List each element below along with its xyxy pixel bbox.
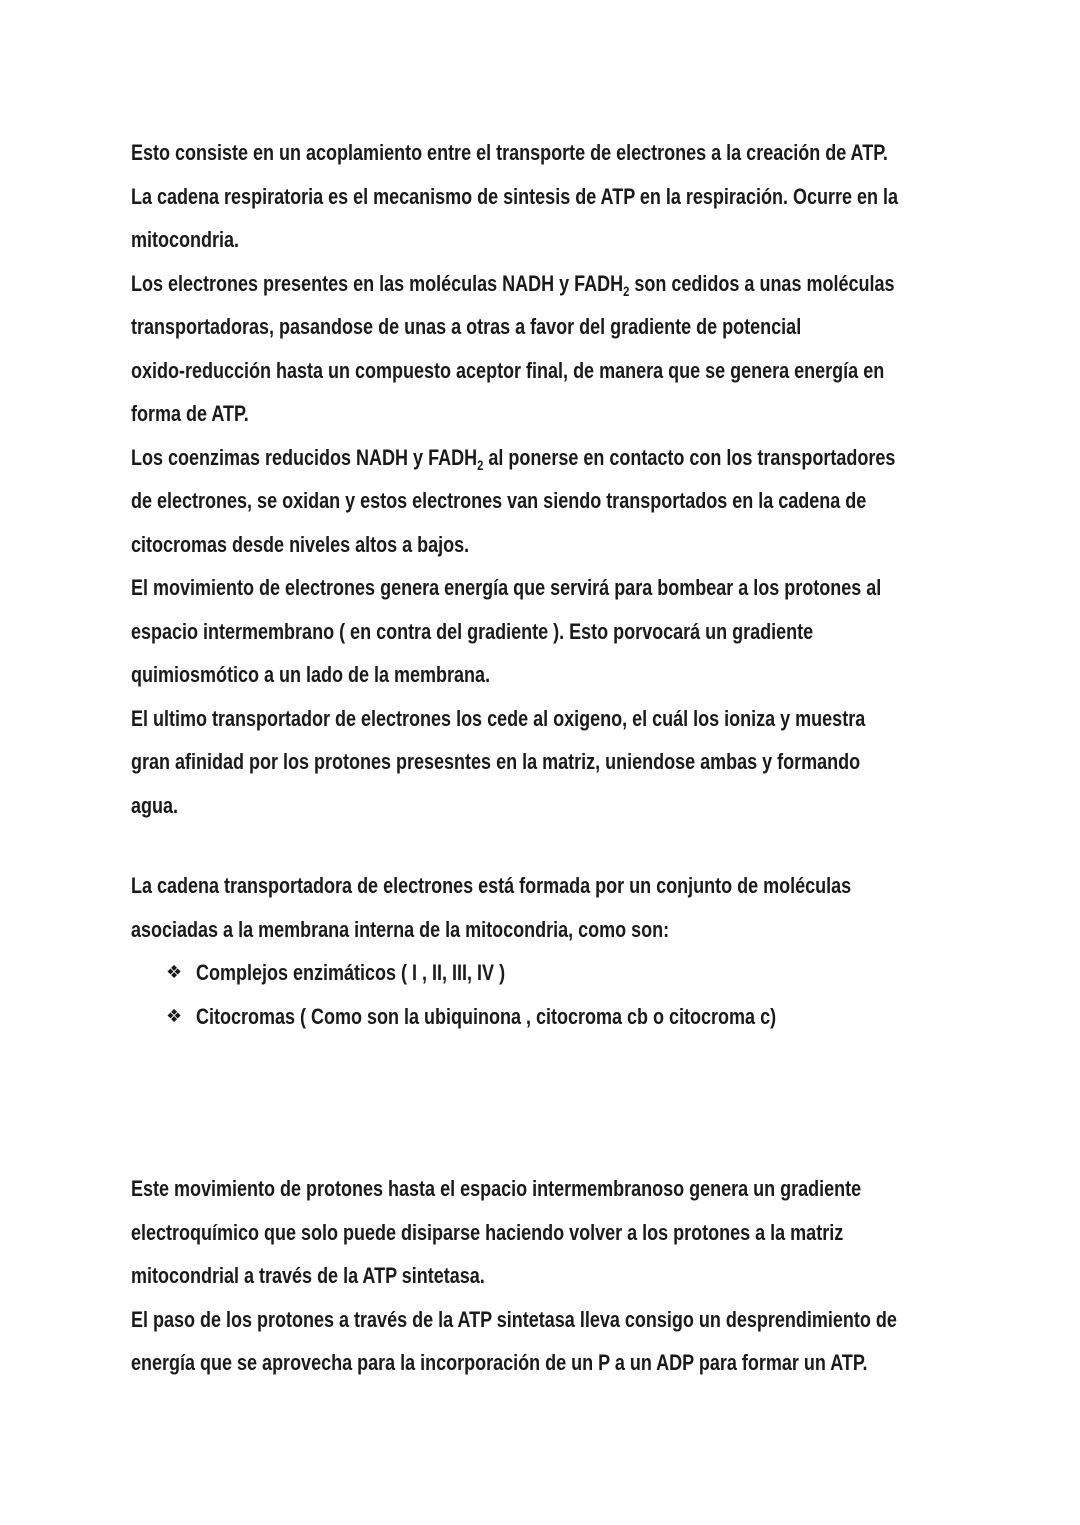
list-item [166,995,966,1039]
subscript: 2 [477,456,484,473]
diamond-bullet-icon: ❖ [166,962,183,983]
list-item-text: Complejos enzimáticos ( I , II, III, IV ) [196,960,506,985]
list-item [166,951,966,995]
paragraph-block-chain-composition [131,864,991,951]
text-line: mitocondria. [131,227,240,252]
text-segment: Los coenzimas reducidos NADH y FADH [131,444,478,470]
text-line: oxido-reducción hasta un compuesto aceptor final, de manera que se genera energía en [131,357,885,383]
text-segment: son cedidos a unas moléculas [629,270,895,296]
text-line [131,262,895,306]
subscript: 2 [623,282,630,299]
text-line: electroquímico que solo puede disiparse haciendo volver a los protones a la matriz [131,1219,844,1245]
text-line: mitocondrial a través de la ATP sintetasa. [131,1263,485,1288]
paragraph-block-respiratory-chain [131,131,991,827]
text-line: gran afinidad por los protones presesntes en la matriz, uniendose ambas y formando [131,749,861,774]
text-segment: al ponerse en contacto con los transportadores [483,444,896,470]
text-line: transportadoras, pasandose de unas a otras a favor del gradiente de potencial [131,314,802,339]
paragraph-block-atp-synthase [131,1167,991,1385]
text-line: El movimiento de electrones genera energía que servirá para bombear a los protones al [131,575,882,600]
diamond-bullet-icon: ❖ [166,1005,183,1027]
text-line: Este movimiento de protones hasta el espacio intermembranoso genera un gradiente [131,1176,862,1201]
text-line: Esto consiste en un acoplamiento entre el transporte de electrones a la creación de ATP. [131,140,888,165]
text-line: energía que se aprovecha para la incorporación de un P a un ADP para formar un ATP. [131,1350,868,1375]
text-line: forma de ATP. [131,401,249,426]
text-line: asociadas a la membrana interna de la mitocondria, como son: [131,916,670,942]
text-line [131,436,896,480]
text-line: espacio intermembrano ( en contra del gradiente ). Esto porvocará un gradiente [131,618,814,644]
text-line: quimiosmótico a un lado de la membrana. [131,662,491,687]
text-line: La cadena respiratoria es el mecanismo de sintesis de ATP en la respiración. Ocurre en la [131,183,898,209]
list-item-text: Citocromas ( Como son la ubiquinona , citocroma cb o citocroma c) [196,1003,777,1029]
text-line: agua. [131,792,179,818]
text-line: El paso de los protones a través de la ATP sintetasa lleva consigo un desprendimiento de [131,1306,897,1332]
text-line: de electrones, se oxidan y estos electrones van siendo transportados en la cadena de [131,488,867,513]
text-segment: Los electrones presentes en las moléculas NADH y FADH [131,270,624,296]
text-line: El ultimo transportador de electrones los cede al oxigeno, el cuál los ioniza y muestra [131,705,866,731]
text-line: La cadena transportadora de electrones está formada por un conjunto de moléculas [131,873,852,898]
text-line: citocromas desde niveles altos a bajos. [131,531,470,557]
bullet-list [166,951,966,1038]
